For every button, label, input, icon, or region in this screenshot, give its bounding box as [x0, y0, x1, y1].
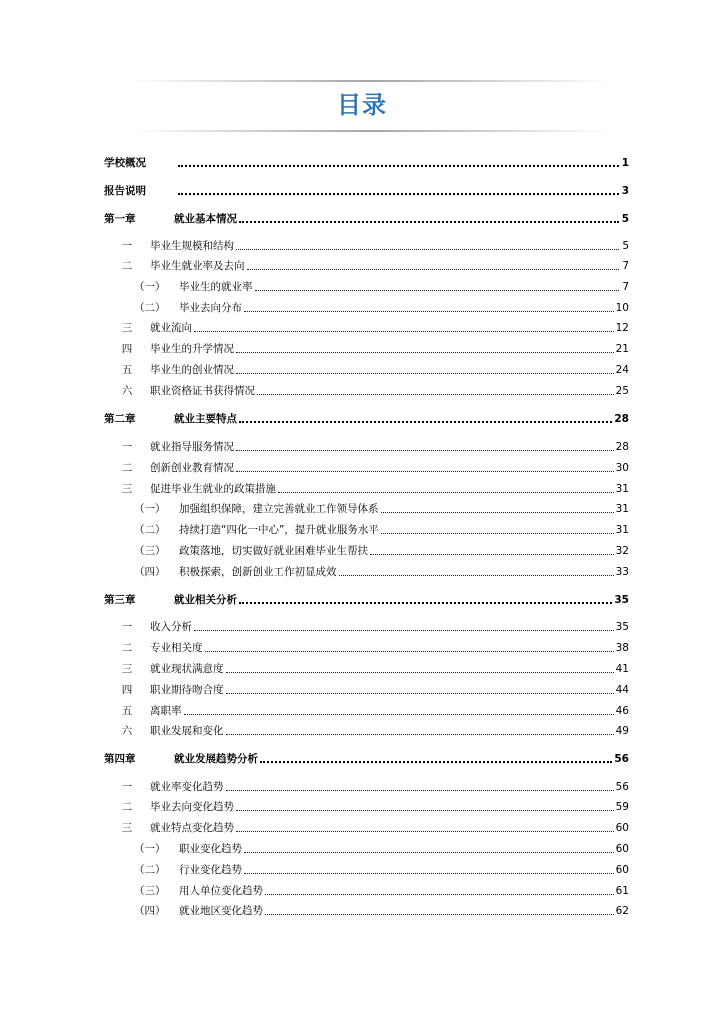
- toc-entry-label: 职业期待吻合度: [150, 684, 224, 696]
- toc-page-number: 60: [615, 822, 629, 834]
- toc-entry-label: 就业特点变化趋势: [150, 822, 234, 834]
- toc-page-number: 33: [615, 566, 629, 578]
- toc-entry-number: 二: [121, 801, 133, 813]
- toc-dot-leader: [265, 893, 614, 895]
- toc-dot-leader: [244, 310, 614, 312]
- toc-entry[interactable]: [104, 278, 629, 294]
- toc-page-number: 32: [615, 545, 629, 557]
- toc-dot-leader: [226, 733, 614, 735]
- toc-dot-leader: [239, 220, 619, 223]
- toc-entry-label: 积极探索，创新创业工作初显成效: [179, 566, 337, 578]
- toc-entry-number: 四: [121, 684, 133, 696]
- toc-entry[interactable]: [104, 182, 629, 198]
- toc-page-number: 25: [615, 385, 629, 397]
- toc-entry-number: 五: [121, 705, 133, 717]
- toc-page-number: 21: [615, 343, 629, 355]
- toc-dot-leader: [239, 601, 612, 604]
- toc-entry-label: 职业变化趋势: [179, 843, 242, 855]
- toc-entry-label: 职业发展和变化: [150, 725, 224, 737]
- toc-entry[interactable]: [104, 639, 629, 655]
- toc-entry[interactable]: [104, 361, 629, 377]
- toc-entry-number: 六: [121, 385, 133, 397]
- toc-dot-leader: [236, 351, 614, 353]
- toc-entry[interactable]: [104, 819, 629, 835]
- toc-dot-leader: [194, 629, 614, 631]
- toc-dot-leader: [236, 809, 614, 811]
- toc-entry[interactable]: [104, 660, 629, 676]
- toc-dot-leader: [247, 268, 620, 270]
- toc-entry-number: （三）: [134, 545, 166, 557]
- toc-page-number: 5: [622, 240, 629, 252]
- toc-dot-leader: [236, 372, 614, 374]
- toc-entry[interactable]: [104, 500, 629, 516]
- toc-entry-label: 行业变化趋势: [179, 864, 242, 876]
- toc-dot-leader: [255, 289, 620, 291]
- toc-entry-number: （二）: [134, 524, 166, 536]
- toc-entry[interactable]: [104, 591, 629, 607]
- toc-entry-number: 三: [121, 822, 133, 834]
- toc-page-number: 35: [614, 594, 629, 606]
- toc-entry[interactable]: [104, 382, 629, 398]
- toc-entry[interactable]: [104, 154, 629, 170]
- toc-entry-label: 毕业生的创业情况: [150, 364, 234, 376]
- toc-entry[interactable]: [104, 459, 629, 475]
- toc-entry[interactable]: [104, 521, 629, 537]
- toc-dot-leader: [339, 574, 614, 576]
- toc-entry-number: （一）: [134, 503, 166, 515]
- toc-entry-label: 毕业生规模和结构: [150, 240, 234, 252]
- toc-entry[interactable]: [104, 480, 629, 496]
- toc-entry-number: （二）: [134, 302, 166, 314]
- toc-entry-label: 离职率: [150, 705, 182, 717]
- toc-dot-leader: [265, 913, 614, 915]
- title-rule-top: [130, 80, 610, 82]
- toc-entry-label: 就业地区变化趋势: [179, 905, 263, 917]
- toc-entry-label: 用人单位变化趋势: [179, 885, 263, 897]
- toc-entry[interactable]: [104, 798, 629, 814]
- toc-entry-label: 毕业生就业率及去向: [150, 260, 245, 272]
- toc-entry-label: 就业发展趋势分析: [174, 753, 258, 765]
- toc-entry-label: 就业相关分析: [174, 594, 237, 606]
- toc-dot-leader: [236, 449, 614, 451]
- toc-entry[interactable]: [104, 410, 629, 426]
- toc-page-number: 62: [615, 905, 629, 917]
- toc-dot-leader: [194, 330, 614, 332]
- toc-entry-label: 学校概况: [104, 157, 146, 169]
- toc-page-number: 38: [615, 642, 629, 654]
- toc-entry-label: 就业基本情况: [174, 213, 237, 225]
- toc-page-number: 7: [622, 260, 629, 272]
- toc-entry-label: 就业率变化趋势: [150, 781, 224, 793]
- toc-entry[interactable]: [104, 319, 629, 335]
- toc-page-number: 31: [615, 524, 629, 536]
- toc-dot-leader: [370, 553, 614, 555]
- toc-dot-leader: [236, 248, 619, 250]
- toc-page-number: 49: [615, 725, 629, 737]
- toc-entry-label: 就业指导服务情况: [150, 441, 234, 453]
- toc-entry-label: 报告说明: [104, 185, 146, 197]
- toc-page-number: 56: [615, 781, 629, 793]
- toc-entry[interactable]: [104, 681, 629, 697]
- toc-entry-label: 毕业去向分布: [179, 302, 242, 314]
- toc-entry-number: 第三章: [104, 594, 136, 606]
- page-title: 目录: [337, 91, 387, 119]
- toc-page-number: 31: [615, 503, 629, 515]
- toc-page-number: 7: [622, 281, 629, 293]
- toc-entry-number: （三）: [134, 885, 166, 897]
- toc-entry-label: 政策落地，切实做好就业困难毕业生帮扶: [179, 545, 368, 557]
- toc-entry[interactable]: [104, 299, 629, 315]
- toc-entry[interactable]: [104, 340, 629, 356]
- toc-entry-number: 三: [121, 663, 133, 675]
- toc-entry-number: 第一章: [104, 213, 136, 225]
- toc-entry-number: 第二章: [104, 413, 136, 425]
- toc-entry-number: 五: [121, 364, 133, 376]
- toc-page-number: 30: [615, 462, 629, 474]
- toc-entry-label: 职业资格证书获得情况: [150, 385, 255, 397]
- toc-dot-leader: [205, 650, 614, 652]
- toc-entry[interactable]: [104, 438, 629, 454]
- toc-page-number: 60: [615, 843, 629, 855]
- toc-page-number: 1: [621, 157, 629, 169]
- toc-dot-leader: [178, 192, 619, 195]
- toc-entry[interactable]: [104, 542, 629, 558]
- toc-entry-number: （四）: [134, 566, 166, 578]
- toc-entry-number: （四）: [134, 905, 166, 917]
- toc-page-number: 3: [621, 185, 629, 197]
- toc-entry[interactable]: [104, 210, 629, 226]
- toc-entry-number: 一: [121, 240, 133, 252]
- toc-page-number: 10: [615, 302, 629, 314]
- toc-dot-leader: [236, 470, 614, 472]
- toc-entry[interactable]: [104, 750, 629, 766]
- toc-dot-leader: [260, 760, 612, 763]
- toc-entry-number: 四: [121, 343, 133, 355]
- toc-entry-number: （一）: [134, 281, 166, 293]
- toc-page-number: 31: [615, 483, 629, 495]
- toc-entry[interactable]: [104, 861, 629, 877]
- toc-entry-number: 二: [121, 260, 133, 272]
- toc-entry-label: 收入分析: [150, 621, 192, 633]
- toc-entry-label: 毕业生的升学情况: [150, 343, 234, 355]
- toc-dot-leader: [226, 671, 614, 673]
- toc-dot-leader: [178, 164, 619, 167]
- toc-entry-label: 促进毕业生就业的政策措施: [150, 483, 276, 495]
- toc-entry-label: 创新创业教育情况: [150, 462, 234, 474]
- toc-page-number: 12: [615, 322, 629, 334]
- toc-entry[interactable]: [104, 840, 629, 856]
- toc-entry-number: 一: [121, 781, 133, 793]
- toc-page-number: 28: [615, 441, 629, 453]
- toc-entry-label: 就业流向: [150, 322, 192, 334]
- toc-entry-number: （二）: [134, 864, 166, 876]
- toc-entry[interactable]: [104, 257, 629, 273]
- toc-page-number: 61: [615, 885, 629, 897]
- toc-entry[interactable]: [104, 722, 629, 738]
- toc-entry-number: 第四章: [104, 753, 136, 765]
- toc-entry-label: 专业相关度: [150, 642, 203, 654]
- toc-page-number: 60: [615, 864, 629, 876]
- toc-dot-leader: [184, 713, 614, 715]
- toc-dot-leader: [257, 393, 614, 395]
- toc-entry-number: 二: [121, 462, 133, 474]
- toc-entry[interactable]: [104, 618, 629, 634]
- toc-entry-number: 三: [121, 483, 133, 495]
- toc-entry[interactable]: [104, 563, 629, 579]
- toc-dot-leader: [381, 532, 614, 534]
- toc-entry-number: 三: [121, 322, 133, 334]
- toc-page-number: 44: [615, 684, 629, 696]
- toc-page-number: 59: [615, 801, 629, 813]
- toc-page-number: 5: [621, 213, 629, 225]
- toc-page-number: 35: [615, 621, 629, 633]
- toc-dot-leader: [239, 420, 612, 423]
- toc-page-number: 46: [615, 705, 629, 717]
- toc-entry[interactable]: [104, 902, 629, 918]
- toc-page-number: 41: [615, 663, 629, 675]
- toc-dot-leader: [381, 511, 614, 513]
- toc-entry[interactable]: [104, 882, 629, 898]
- toc-entry[interactable]: [104, 778, 629, 794]
- toc-dot-leader: [236, 830, 614, 832]
- toc-entry-number: 一: [121, 441, 133, 453]
- toc-page-number: 56: [614, 753, 629, 765]
- toc-entry-label: 就业主要特点: [174, 413, 237, 425]
- toc-entry-label: 就业现状满意度: [150, 663, 224, 675]
- toc-entry[interactable]: [104, 702, 629, 718]
- title-rule-bottom: [130, 130, 610, 132]
- toc-dot-leader: [226, 789, 614, 791]
- toc-entry-label: 毕业去向变化趋势: [150, 801, 234, 813]
- toc-dot-leader: [226, 692, 614, 694]
- toc-page-number: 28: [614, 413, 629, 425]
- toc-dot-leader: [278, 491, 614, 493]
- toc-entry-number: 二: [121, 642, 133, 654]
- toc-entry-label: 加强组织保障，建立完善就业工作领导体系: [179, 503, 379, 515]
- toc-entry-number: 一: [121, 621, 133, 633]
- toc-entry-label: 毕业生的就业率: [179, 281, 253, 293]
- toc-entry-number: 六: [121, 725, 133, 737]
- toc-dot-leader: [244, 872, 614, 874]
- toc-entry[interactable]: [104, 237, 629, 253]
- toc-dot-leader: [244, 851, 614, 853]
- toc-entry-number: （一）: [134, 843, 166, 855]
- toc-entry-label: 持续打造“四化一中心”，提升就业服务水平: [179, 524, 379, 536]
- toc-page-number: 24: [615, 364, 629, 376]
